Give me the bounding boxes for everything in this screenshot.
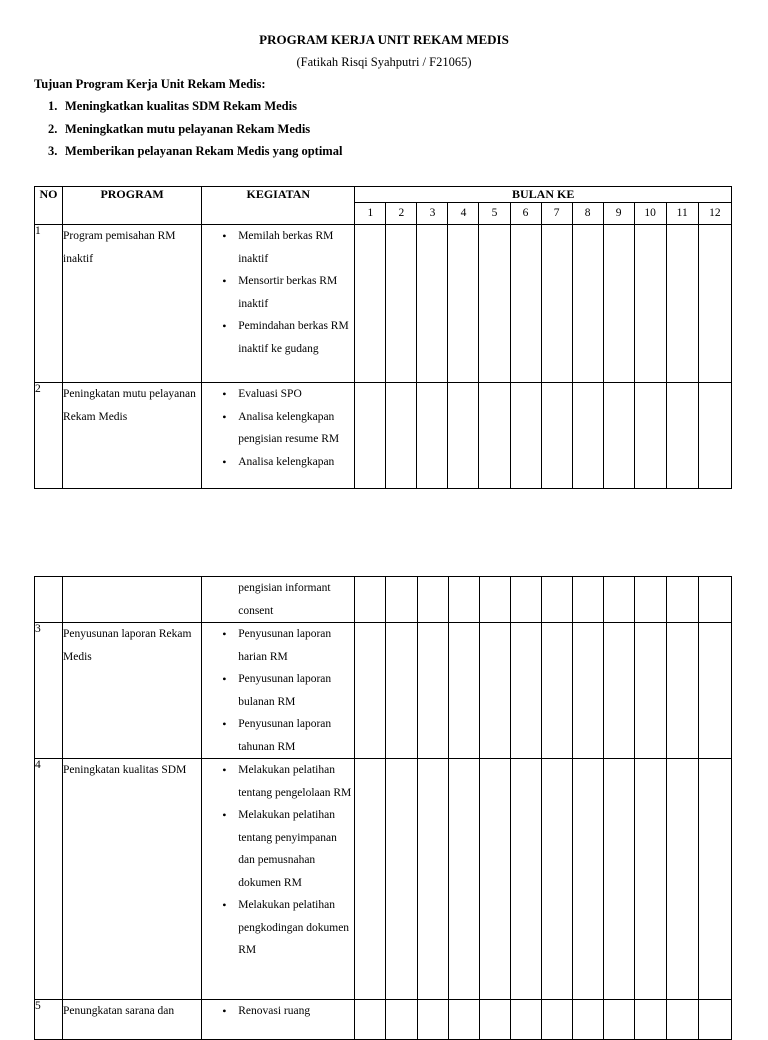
month-cell: [417, 225, 448, 383]
kegiatan-list: [202, 623, 354, 758]
month-cell: [355, 759, 386, 1000]
document-subtitle: (Fatikah Risqi Syahputri / F21065): [296, 55, 472, 69]
row-program: Program pemisahan RM inaktif: [63, 225, 202, 383]
row-program: [63, 577, 202, 623]
month-cell: [479, 623, 510, 759]
kegiatan-item: • Analisa kelengkapan pengisian resume RM: [202, 406, 354, 451]
header-month-9: 9: [603, 203, 634, 225]
kegiatan-list: [202, 577, 354, 622]
month-cell: [541, 577, 572, 623]
month-cell: [666, 1000, 698, 1040]
header-month-4: 4: [448, 203, 479, 225]
month-cell: [634, 577, 666, 623]
kegiatan-item: • Melakukan pelatihan tentang penyimpanan dan pemusnahan dokumen RM: [202, 804, 354, 894]
goal-number: 2.: [48, 121, 58, 136]
month-cell: [603, 383, 634, 489]
kegiatan-item: • Penyusunan laporan tahunan RM: [202, 713, 354, 758]
document-title: PROGRAM KERJA UNIT REKAM MEDIS: [259, 32, 509, 47]
month-cell: [417, 577, 448, 623]
kegiatan-item: • Penyusunan laporan harian RM: [202, 623, 354, 668]
month-cell: [572, 759, 603, 1000]
table-row: [35, 1000, 732, 1040]
month-cell: [355, 1000, 386, 1040]
header-month-2: 2: [386, 203, 417, 225]
row-number: [35, 577, 63, 623]
header-bulan-ke: BULAN KE: [355, 187, 732, 203]
month-cell: [698, 1000, 731, 1040]
header-month-8: 8: [572, 203, 603, 225]
row-number: 4: [35, 759, 63, 1000]
kegiatan-list: [202, 225, 354, 360]
month-cell: [510, 623, 541, 759]
month-cell: [698, 623, 731, 759]
goal-item: [48, 97, 342, 120]
month-cell: [448, 383, 479, 489]
month-cell: [572, 225, 603, 383]
goal-text: Memberikan pelayanan Rekam Medis yang optimal: [65, 144, 343, 158]
table-row: [35, 623, 732, 759]
kegiatan-item: pengisian informant consent: [238, 582, 331, 617]
row-number: 3: [35, 623, 63, 759]
month-cell: [572, 623, 603, 759]
goal-item: [48, 120, 342, 143]
table-row: [35, 577, 732, 623]
month-cell: [634, 759, 666, 1000]
row-program: Penungkatan sarana dan: [63, 1000, 202, 1040]
row-number: 2: [35, 383, 63, 489]
month-cell: [541, 383, 572, 489]
month-cell: [479, 759, 510, 1000]
month-cell: [541, 623, 572, 759]
kegiatan-item: • Mensortir berkas RM inaktif: [202, 270, 354, 315]
month-cell: [541, 759, 572, 1000]
month-cell: [572, 383, 603, 489]
month-cell: [510, 1000, 541, 1040]
month-cell: [448, 577, 479, 623]
month-cell: [572, 577, 603, 623]
month-cell: [417, 1000, 448, 1040]
header-program: PROGRAM: [63, 187, 202, 225]
month-cell: [666, 623, 698, 759]
row-kegiatan: [202, 225, 355, 383]
month-cell: [479, 577, 510, 623]
month-cell: [448, 1000, 479, 1040]
goals-list: [48, 97, 342, 165]
header-month-11: 11: [666, 203, 698, 225]
month-cell: [510, 759, 541, 1000]
month-cell: [479, 225, 510, 383]
month-cell: [417, 759, 448, 1000]
month-cell: [510, 383, 541, 489]
month-cell: [355, 577, 386, 623]
kegiatan-list: [202, 759, 354, 962]
row-kegiatan: [202, 623, 355, 759]
month-cell: [386, 1000, 417, 1040]
goal-text: Meningkatkan mutu pelayanan Rekam Medis: [65, 121, 311, 136]
month-cell: [603, 577, 634, 623]
month-cell: [634, 383, 666, 489]
month-cell: [355, 623, 386, 759]
goal-number: 3.: [48, 144, 58, 158]
month-cell: [603, 623, 634, 759]
month-cell: [355, 225, 386, 383]
month-cell: [698, 759, 731, 1000]
month-cell: [634, 225, 666, 383]
goal-number: 1.: [48, 99, 58, 113]
month-cell: [448, 225, 479, 383]
kegiatan-item: • Pemindahan berkas RM inaktif ke gudang: [202, 315, 354, 360]
header-month-3: 3: [417, 203, 448, 225]
month-cell: [572, 1000, 603, 1040]
header-no: NO: [35, 187, 63, 225]
kegiatan-item: • Melakukan pelatihan pengkodingan dokumen RM: [202, 894, 354, 962]
header-month-5: 5: [479, 203, 510, 225]
month-cell: [386, 623, 417, 759]
kegiatan-item: • Melakukan pelatihan tentang pengelolaan RM: [202, 759, 354, 804]
row-kegiatan: [202, 577, 355, 623]
table-row: [35, 225, 732, 383]
goal-text: Meningkatkan kualitas SDM Rekam Medis: [65, 99, 297, 113]
month-cell: [510, 577, 541, 623]
month-cell: [510, 225, 541, 383]
row-program: Peningkatan kualitas SDM: [63, 759, 202, 1000]
month-cell: [386, 577, 417, 623]
month-cell: [603, 225, 634, 383]
month-cell: [634, 623, 666, 759]
month-cell: [634, 1000, 666, 1040]
row-number: 5: [35, 1000, 63, 1040]
header-month-10: 10: [634, 203, 666, 225]
table-row: [35, 383, 732, 489]
month-cell: [698, 383, 731, 489]
month-cell: [698, 225, 731, 383]
month-cell: [541, 225, 572, 383]
row-program: Peningkatan mutu pelayanan Rekam Medis: [63, 383, 202, 489]
month-cell: [355, 383, 386, 489]
month-cell: [666, 577, 698, 623]
month-cell: [479, 383, 510, 489]
month-cell: [603, 1000, 634, 1040]
kegiatan-item: • Penyusunan laporan bulanan RM: [202, 668, 354, 713]
month-cell: [666, 759, 698, 1000]
row-kegiatan: [202, 1000, 355, 1040]
kegiatan-item: • Renovasi ruang: [202, 1000, 354, 1023]
month-cell: [666, 383, 698, 489]
goals-heading: Tujuan Program Kerja Unit Rekam Medis:: [34, 77, 266, 91]
header-kegiatan: KEGIATAN: [202, 187, 355, 225]
program-table-page2: [34, 576, 732, 1040]
goal-item: [48, 142, 342, 165]
month-cell: [479, 1000, 510, 1040]
row-kegiatan: [202, 759, 355, 1000]
kegiatan-list: [202, 383, 354, 473]
month-cell: [698, 577, 731, 623]
month-cell: [386, 383, 417, 489]
month-cell: [448, 759, 479, 1000]
kegiatan-list: [202, 1000, 354, 1023]
table-row: [35, 759, 732, 1000]
header-month-1: 1: [355, 203, 386, 225]
month-cell: [603, 759, 634, 1000]
header-month-6: 6: [510, 203, 541, 225]
program-table-page1: [34, 186, 732, 489]
month-cell: [417, 383, 448, 489]
row-kegiatan: [202, 383, 355, 489]
month-cell: [386, 759, 417, 1000]
month-cell: [417, 623, 448, 759]
header-month-12: 12: [698, 203, 731, 225]
month-cell: [386, 225, 417, 383]
month-cell: [666, 225, 698, 383]
kegiatan-item: • Evaluasi SPO: [202, 383, 354, 406]
row-number: 1: [35, 225, 63, 383]
row-program: Penyusunan laporan Rekam Medis: [63, 623, 202, 759]
header-month-7: 7: [541, 203, 572, 225]
kegiatan-item: • Memilah berkas RM inaktif: [202, 225, 354, 270]
kegiatan-item: • Analisa kelengkapan: [202, 451, 354, 474]
month-cell: [541, 1000, 572, 1040]
month-cell: [448, 623, 479, 759]
